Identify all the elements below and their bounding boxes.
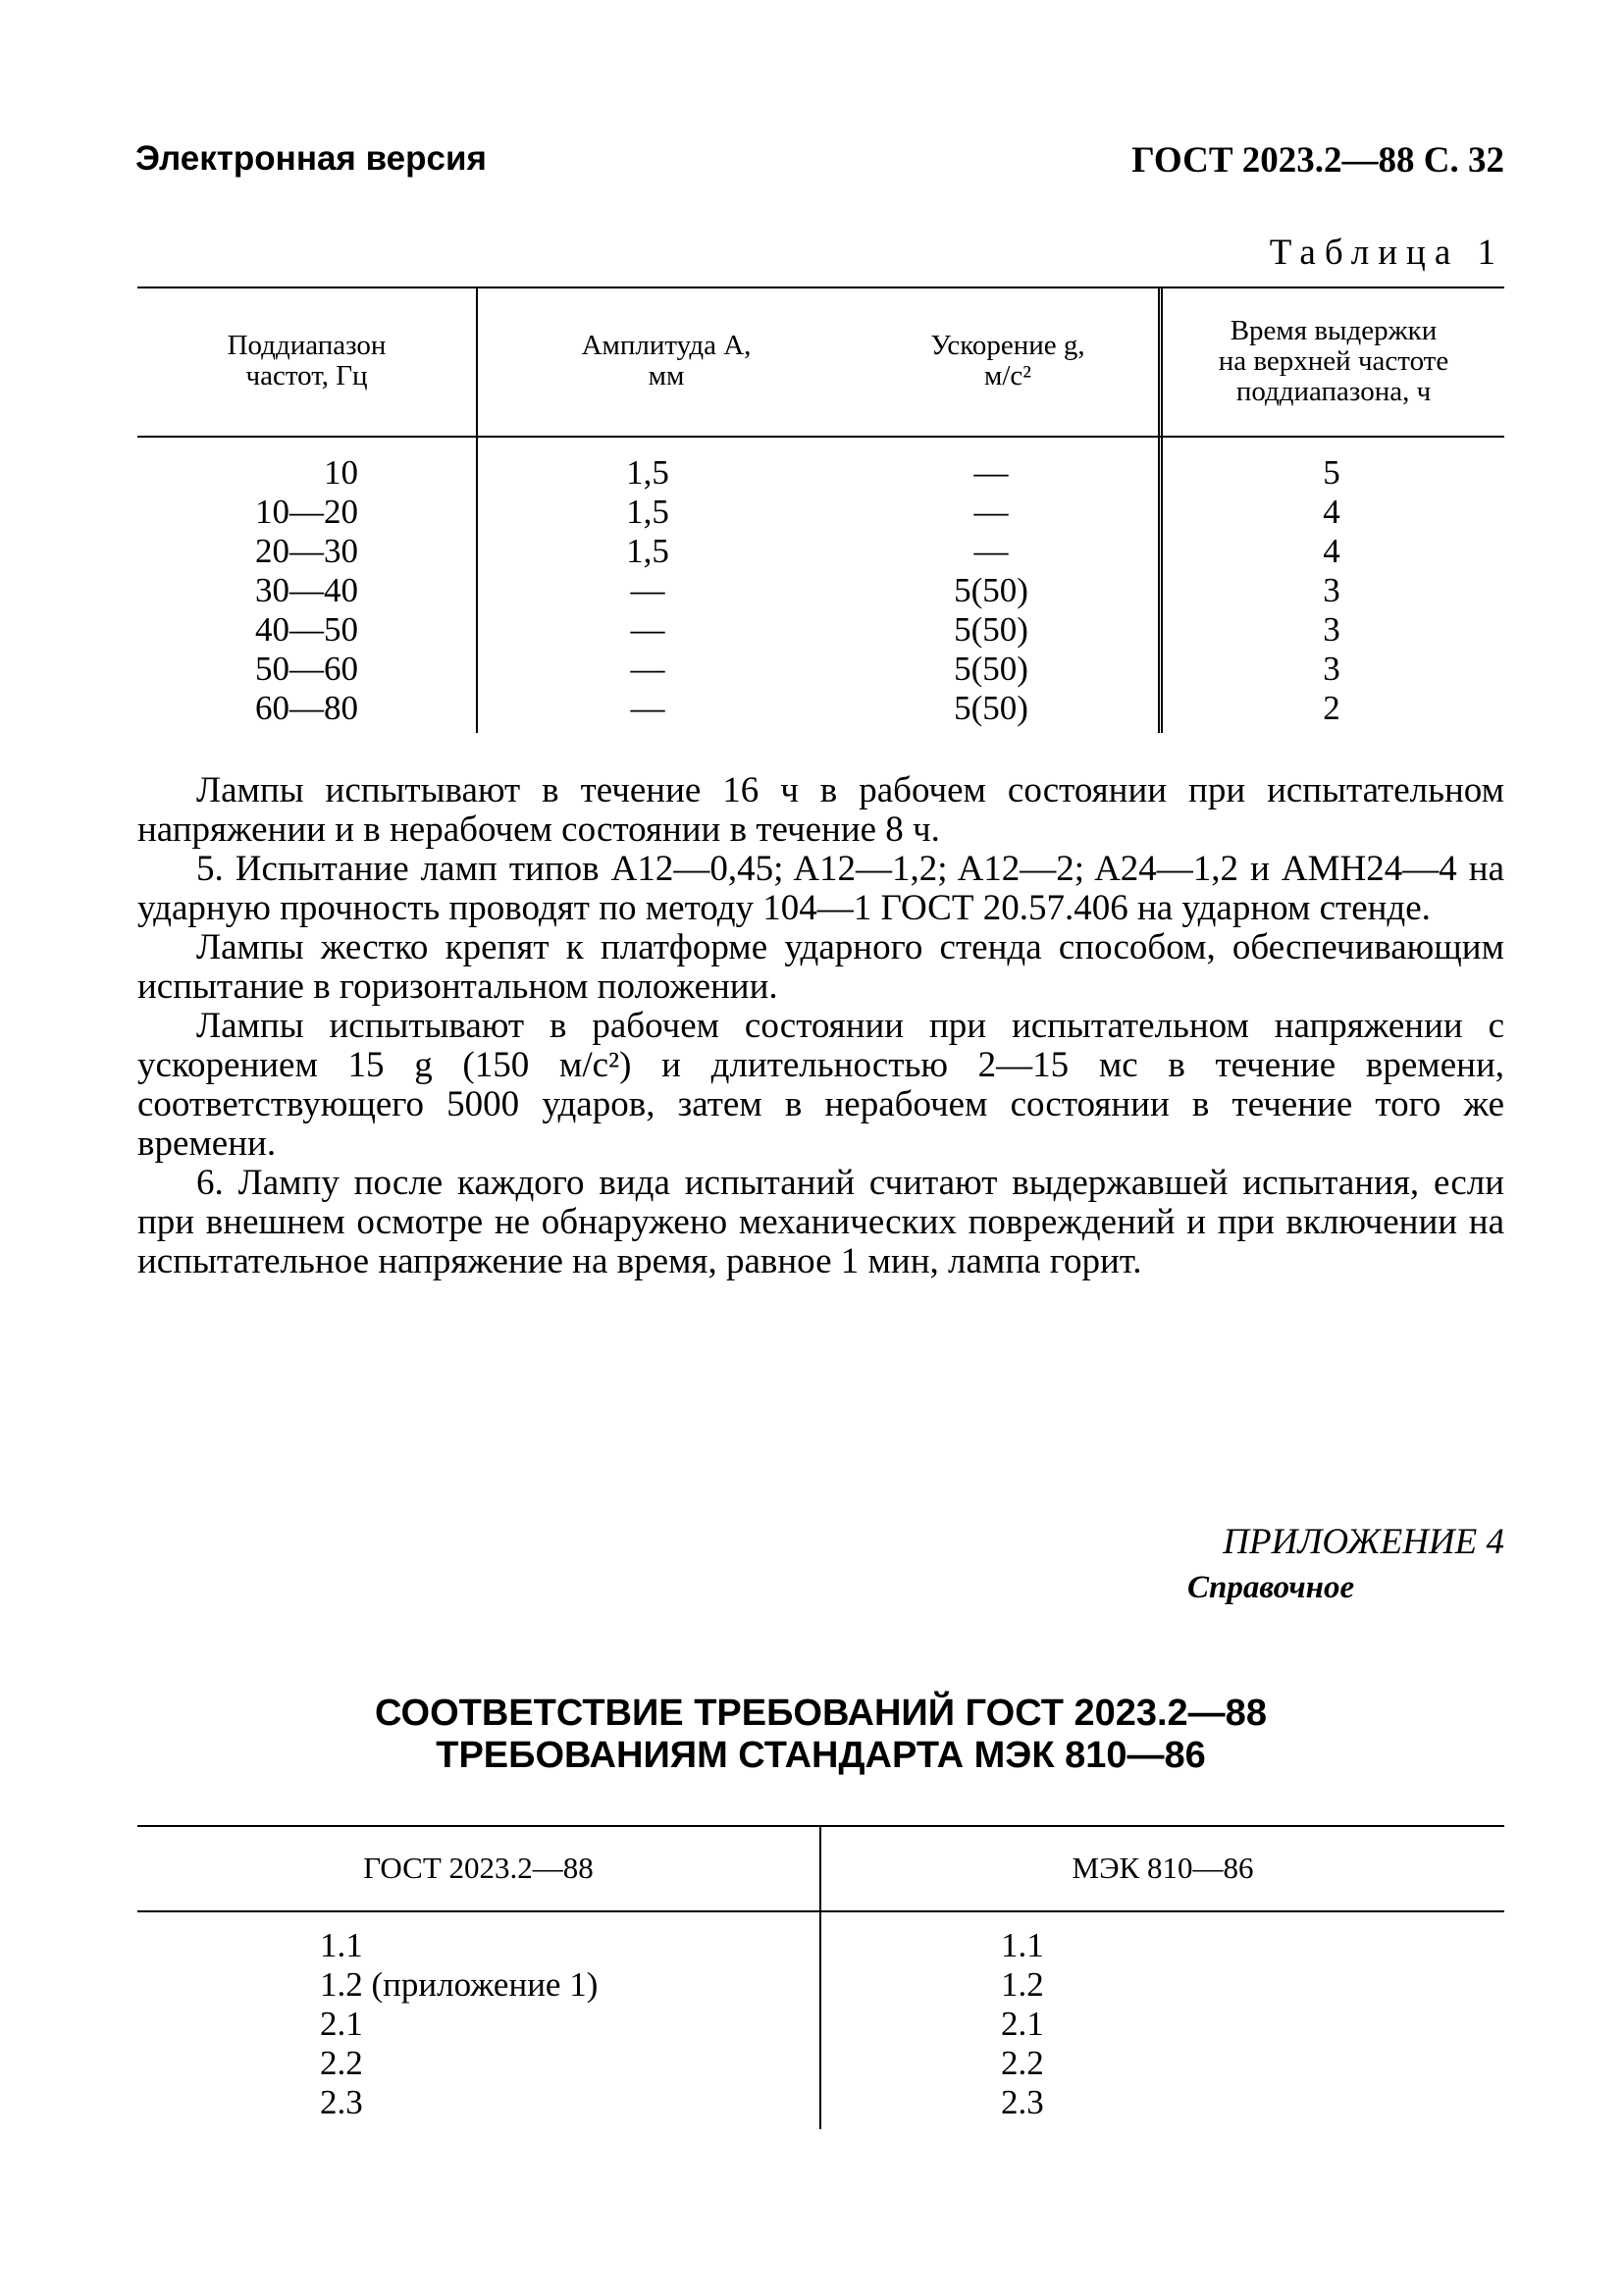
appendix-heading: СООТВЕТСТВИЕ ТРЕБОВАНИЙ ГОСТ 2023.2—88 ТРЕБОВАНИЯМ СТАНДАРТА МЭК 810—86 (375, 1693, 1267, 1776)
table-cell: 4 (1323, 493, 1340, 531)
table-cell: 5(50) (954, 571, 1028, 609)
table-cell: 2.2 (320, 2044, 363, 2082)
table-cell: 50—60 (255, 650, 358, 688)
table-cell: 1,5 (626, 493, 669, 531)
table-caption: Таблица 1 (1269, 233, 1504, 273)
header-left: Электронная версия (135, 139, 487, 178)
paragraph: Лампы испытывают в течение 16 ч в рабочем состоянии при испытательном напряжении и в нерабочем состоянии в течение 8 ч. (137, 770, 1504, 850)
paragraph: Лампы жестко крепят к платформе ударного стенда способом, обеспечивающим испытание в горизонтальном положении. (137, 927, 1504, 1007)
table-cell: 3 (1323, 650, 1340, 688)
table-cell: — (630, 610, 665, 649)
table-header-rule (137, 436, 1504, 438)
table-cell: 1.2 (1001, 1965, 1044, 2004)
table-cell: 1.2 (приложение 1) (320, 1965, 599, 2004)
table-cell: 1,5 (626, 453, 669, 492)
table-cell: — (973, 493, 1009, 531)
table-cell: 20—30 (255, 532, 358, 570)
table-cell: 2.1 (1001, 2005, 1044, 2043)
table-cell: — (973, 532, 1009, 570)
table-cell: — (630, 689, 665, 727)
table-cell: 2.3 (1001, 2083, 1044, 2121)
table-cell: 5(50) (954, 689, 1028, 727)
paragraph: Лампы испытывают в рабочем состоянии при испытательном напряжении с ускорением 15 g (150 м/с²) и длительностью 2—15 мс в течение времени, соответствующего 5000 ударов, затем в нерабочем состоянии в течение того же времени. (137, 1006, 1504, 1164)
header-right: ГОСТ 2023.2—88 С. 32 (1131, 140, 1504, 181)
table-cell: — (630, 571, 665, 609)
paragraph: 6. Лампу после каждого вида испытаний считают выдержавшей испытания, если при внешнем осмотре не обнаружено механических повреждений и при включении на испытательное напряжение на время, равное 1 мин, лампа горит. (137, 1163, 1504, 1281)
table-cell: 1.1 (320, 1926, 363, 1964)
table-cell: — (973, 453, 1009, 492)
table-cell: 60—80 (255, 689, 358, 727)
table-header-cell: Поддиапазон частот, Гц (227, 330, 387, 391)
frequency-column (137, 453, 358, 728)
table-cell: — (630, 650, 665, 688)
appendix-title: ПРИЛОЖЕНИЕ 4 (1223, 1522, 1504, 1562)
amplitude-column (550, 453, 746, 728)
table-cell: 2 (1323, 689, 1340, 727)
table-cell: 10 (324, 453, 358, 492)
table-cell: 30—40 (255, 571, 358, 609)
table-cell: 10—20 (255, 493, 358, 531)
table-cell: 4 (1323, 532, 1340, 570)
table-cell: 1.1 (1001, 1926, 1044, 1964)
table-cell: 2.2 (1001, 2044, 1044, 2082)
table-cell: 3 (1323, 610, 1340, 649)
table-header-cell: Время выдержки на верхней частоте поддиапазона, ч (1218, 314, 1449, 407)
table-cell: 40—50 (255, 610, 358, 649)
table-cell: 1,5 (626, 532, 669, 570)
acceleration-column (883, 453, 1099, 728)
table-header-cell: МЭК 810—86 (1072, 1851, 1254, 1885)
table-2 (137, 1825, 1504, 2129)
paragraph: 5. Испытание ламп типов A12—0,45; A12—1,2; A12—2; A24—1,2 и AMH24—4 на ударную прочность проводят по методу 104—1 ГОСТ 20.57.406 на ударном стенде. (137, 849, 1504, 928)
body-text (137, 771, 1504, 1281)
table-header-cell: ГОСТ 2023.2—88 (363, 1851, 594, 1885)
appendix-subtitle: Справочное (1187, 1570, 1355, 1605)
iec-column (1001, 1926, 1044, 2122)
table-cell: 3 (1323, 571, 1340, 609)
table-header-cell: Амплитуда A, мм Ускорение g, м/с² (581, 330, 1085, 391)
table-cell: 5(50) (954, 610, 1028, 649)
table-cell: 2.3 (320, 2083, 363, 2121)
table-cell: 2.1 (320, 2005, 363, 2043)
table-cell: 5(50) (954, 650, 1028, 688)
gost-column (320, 1926, 598, 2122)
table-cell: 5 (1323, 453, 1340, 492)
duration-column (1233, 453, 1430, 728)
